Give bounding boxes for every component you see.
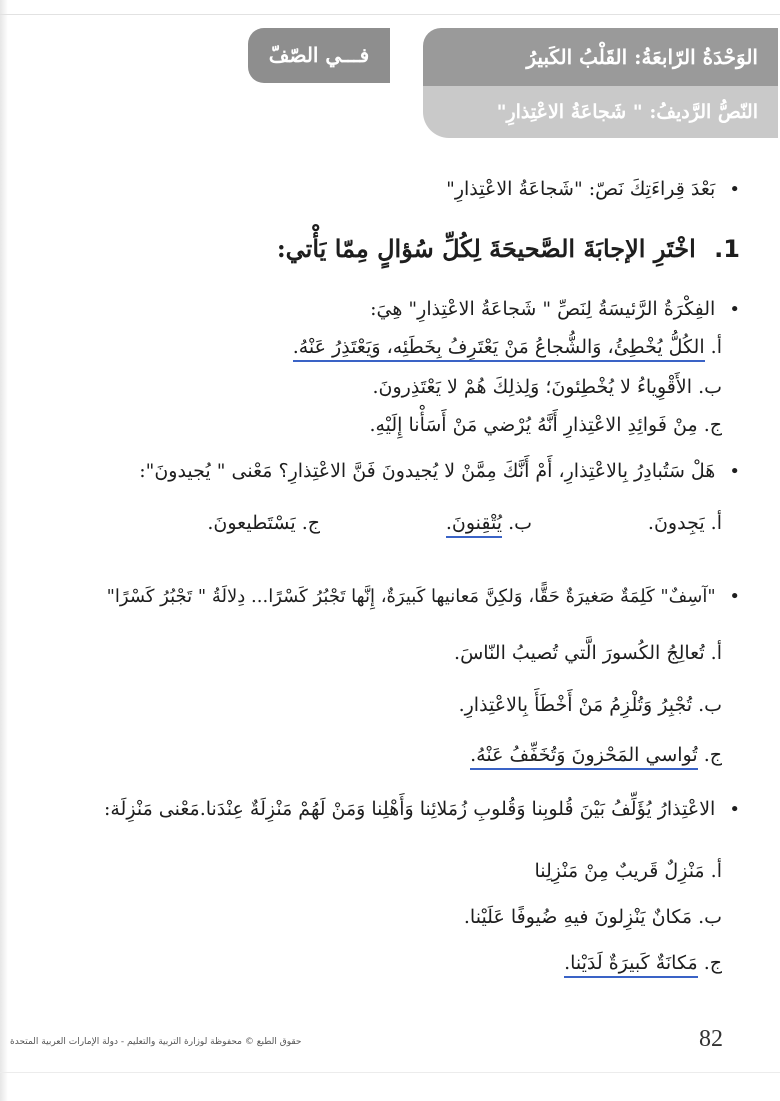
copyright-notice: حقوق الطبع © محفوظة لوزارة التربية والتعليم - دولة الإمارات العربية المتحدة xyxy=(10,1037,302,1047)
item-3-option-c[interactable] xyxy=(470,744,722,766)
option-label: أ. xyxy=(710,336,722,358)
option-label: ب. xyxy=(508,512,532,534)
option-text-selected: مَكانَةٌ كَبيرَةٌ لَدَيْنا. xyxy=(564,952,698,978)
page-number: 82 xyxy=(699,1026,723,1052)
question-heading xyxy=(277,234,740,263)
item-2-option-b[interactable] xyxy=(446,512,532,534)
item-3-prompt-text: "آسِفٌ" كَلِمَةٌ صَغيرَةٌ حَقًّا، وَلكِنَّ مَعانيها كَبيرَةٌ، إِنَّها تَجْبُرُ كَسْرًا... دِلالَةُ " تَجْبُرُ كَسْرًا" xyxy=(106,586,716,607)
item-1-prompt xyxy=(370,298,740,320)
item-4-prompt-text: الاعْتِذارُ يُؤَلِّفُ بَيْنَ قُلوبِنا وَقُلوبِ زُمَلائِنا وَأَهْلِنا وَمَنْ لَهُمْ مَنْزِلَةٌ عِنْدَنا.مَعْنى مَنْزِلَة: xyxy=(103,798,716,820)
item-3-prompt xyxy=(107,586,740,607)
option-label: ب. xyxy=(698,376,722,398)
option-label: ج. xyxy=(301,512,320,534)
option-text: يَجِدونَ. xyxy=(647,512,705,534)
item-2-option-a[interactable] xyxy=(648,512,722,534)
option-text: مِنْ فَوائِدِ الاعْتِذارِ أَنَّهُ يُرْضي مَنْ أَسَأْنا إِلَيْهِ. xyxy=(369,414,698,436)
item-4-option-c[interactable] xyxy=(564,952,722,974)
class-label: فـــي الصّفّ xyxy=(248,28,390,83)
option-text: تُجْبِرُ وَتُلْزِمُ مَنْ أَخْطَأَ بِالاعْتِذارِ. xyxy=(458,694,693,716)
option-text: مَنْزِلٌ قَريبٌ مِنْ مَنْزِلِنا xyxy=(534,860,705,882)
item-2-option-c[interactable] xyxy=(207,512,320,534)
item-2-prompt-text: هَلْ سَتُبادِرُ بِالاعْتِذارِ، أَمْ أَنَّكَ مِمَّنْ لا يُجيدونَ فَنَّ الاعْتِذارِ؟ مَعْنى " يُجيدونَ": xyxy=(139,460,716,482)
item-3-option-b[interactable] xyxy=(459,694,722,716)
option-text-selected: الكُلُّ يُخْطِئُ، وَالشُّجاعُ مَنْ يَعْتَرِفُ بِخَطَئِه، وَيَعْتَذِرُ عَنْهُ. xyxy=(293,336,705,362)
item-4-prompt xyxy=(104,798,740,820)
item-2-prompt xyxy=(139,460,740,482)
option-label: ج. xyxy=(703,414,722,436)
unit-title: الوَحْدَةُ الرّابعَةُ: القَلْبُ الكَبيرُ xyxy=(423,28,778,86)
option-text: تُعالِجُ الكُسورَ الَّتي تُصيبُ النّاسَ. xyxy=(454,642,705,664)
option-label: ب. xyxy=(698,694,722,716)
option-text: الأَقْوِياءُ لا يُخْطِئونَ؛ وَلِذلِكَ هُمْ لا يَعْتَذِرونَ. xyxy=(372,376,693,398)
option-text-selected: يُتْقِنونَ. xyxy=(446,512,502,538)
intro-text: بَعْدَ قِراءَتِكَ نَصّ: "شَجاعَةُ الاعْتِذارِ" xyxy=(446,178,716,200)
option-text-selected: تُواسي المَحْزونَ وَتُخَفِّفُ عَنْهُ. xyxy=(470,744,698,770)
item-1-option-b[interactable] xyxy=(372,376,722,398)
page-edge xyxy=(0,0,8,1101)
top-divider xyxy=(0,14,780,15)
item-4-option-b[interactable] xyxy=(464,906,722,928)
option-label: أ. xyxy=(710,860,722,882)
item-3-option-a[interactable] xyxy=(454,642,722,664)
option-label: أ. xyxy=(710,642,722,664)
bottom-divider xyxy=(0,1072,780,1073)
text-title: النّصُّ الرَّديفُ: " شَجاعَةُ الاعْتِذارِ" xyxy=(423,86,778,138)
question-number: 1. xyxy=(714,235,740,263)
option-text: مَكانٌ يَنْزِلونَ فيهِ ضُيوفًا عَلَيْنا. xyxy=(463,906,693,928)
option-text: يَسْتَطيعونَ. xyxy=(207,512,296,534)
header-banner xyxy=(248,28,778,140)
option-label: ب. xyxy=(698,906,722,928)
option-label: ج. xyxy=(703,744,722,766)
item-1-option-c[interactable] xyxy=(369,414,722,436)
option-label: ج. xyxy=(703,952,722,974)
item-4-option-a[interactable] xyxy=(534,860,722,882)
item-1-option-a[interactable] xyxy=(293,336,722,358)
intro-line xyxy=(446,178,740,200)
question-title: اخْتَرِ الإجابَةَ الصَّحيحَةَ لِكُلِّ سُؤالٍ مِمّا يَأْتي: xyxy=(276,234,696,263)
item-1-prompt-text: الفِكْرَةُ الرَّئيسَةُ لِنَصِّ " شَجاعَةُ الاعْتِذارِ" هِيَ: xyxy=(370,298,716,320)
option-label: أ. xyxy=(710,512,722,534)
